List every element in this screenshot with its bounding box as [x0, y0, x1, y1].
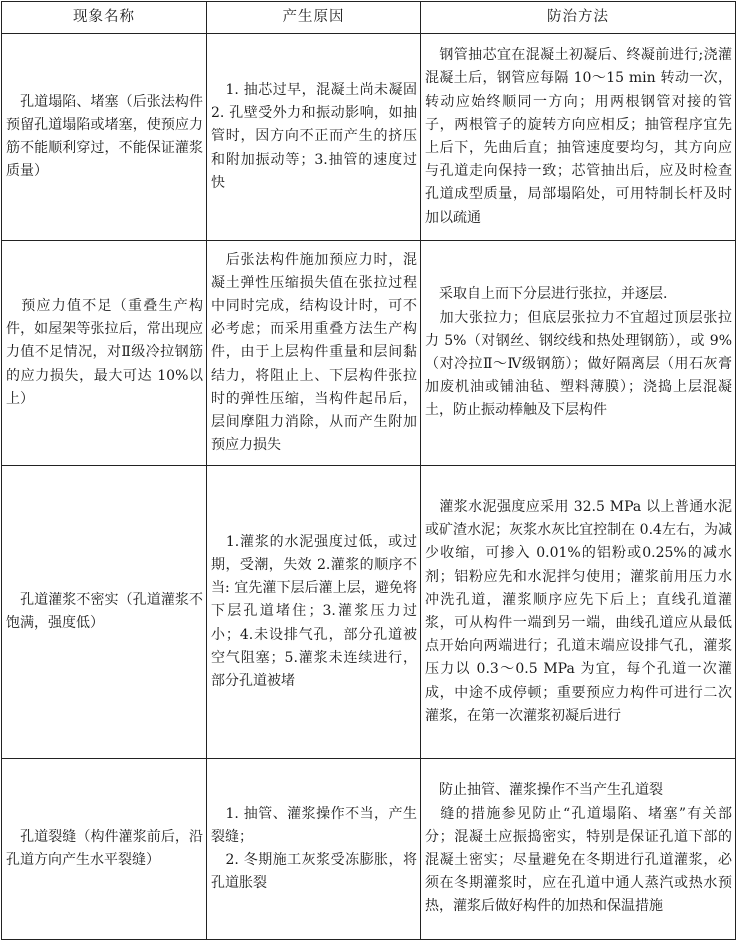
- table-row: [2, 759, 736, 940]
- table-body: [2, 34, 736, 940]
- cause-cell: 1.灌浆的水泥强度过低，或过期，受潮，失效 2.灌浆的顺序不当: 宜先灌下层后灌上层，避免将下层孔道堵住；3.灌浆压力过小；4.未设排气孔，部分孔道被空气阻塞；5.灌浆未连续进行，部分孔道被堵: [207, 466, 421, 759]
- document-page: [0, 1, 736, 930]
- method-cell: 采取自上而下分层进行张拉，并逐层. 加大张拉力；但底层张拉力不宜超过顶层张拉力 5%（对钢丝、钢绞线和热处理钢筋），或 9%（对冷拉Ⅱ～Ⅳ级钢筋）；做好隔离层（用石灰膏加废机油或铺油毡、塑料薄膜）；浇捣上层混凝土，防止振动棒触及下层构件: [421, 241, 736, 466]
- table-row: [2, 34, 736, 241]
- defect-table: [1, 1, 736, 940]
- method-cell: 防止抽管、灌浆操作不当产生孔道裂 缝的措施参见防止“孔道塌陷、堵塞”有关部分；混凝土应振捣密实，特别是保证孔道下部的混凝土密实；尽量避免在冬期进行孔道灌浆，必须在冬期灌浆时，应在孔道中通人蒸汽或热水预热，灌浆后做好构件的加热和保温措施: [421, 759, 736, 940]
- header-name: 现象名称: [2, 2, 207, 34]
- table-row: [2, 241, 736, 466]
- table-row: [2, 466, 736, 759]
- header-method: 防治方法: [421, 2, 736, 34]
- header-cause: 产生原因: [207, 2, 421, 34]
- phenomenon-cell: 孔道裂缝（构件灌浆前后，沿孔道方向产生水平裂缝）: [2, 759, 207, 940]
- table-header: [2, 2, 736, 34]
- cause-cell: 1. 抽管、灌浆操作不当，产生裂缝； 2. 冬期施工灰浆受冻膨胀，将孔道胀裂: [207, 759, 421, 940]
- phenomenon-cell: 孔道塌陷、堵塞（后张法构件预留孔道塌陷或堵塞，使预应力筋不能顺利穿过，不能保证灌浆质量）: [2, 34, 207, 241]
- header-row: [2, 2, 736, 34]
- cause-cell: 1. 抽芯过早，混凝土尚未凝固 2. 孔壁受外力和振动影响，如抽管时，因方向不正而产生的挤压和附加振动等；3.抽管的速度过快: [207, 34, 421, 241]
- phenomenon-cell: 预应力值不足（重叠生产构件，如屋架等张拉后，常出现应力值不足情况，对Ⅱ级冷拉钢筋的应力损失，最大可达 10%以上）: [2, 241, 207, 466]
- method-cell: 钢管抽芯宜在混凝土初凝后、终凝前进行;浇灌混凝土后，钢管应每隔 10～15 min 转动一次，转动应始终顺同一方向；用两根钢管对接的管子，两根管子的旋转方向应相反；抽管程序宜先上后下，先曲后直；抽管速度要均匀，其方向应与孔道走向保持一致；芯管抽出后，应及时检查孔道成型质量，局部塌陷处，可用特制长杆及时加以疏通: [421, 34, 736, 241]
- phenomenon-cell: 孔道灌浆不密实（孔道灌浆不饱满，强度低）: [2, 466, 207, 759]
- method-cell: 灌浆水泥强度应采用 32.5 MPa 以上普通水泥或矿渣水泥；灰浆水灰比宜控制在 0.4左右，为减少收缩，可掺入 0.01%的铝粉或0.25%的减水剂；铝粉应先和水泥拌匀使用；灌浆前用压力水冲洗孔道，灌浆顺序应先下后上；直线孔道灌浆，可从构件一端到另一端，曲线孔道应从最低点开始向两端进行；孔道末端应设排气孔，灌浆压力以 0.3～0.5 MPa 为宜，每个孔道一次灌成，中途不成停顿；重要预应力构件可进行二次灌浆，在第一次灌浆初凝后进行: [421, 466, 736, 759]
- cause-cell: 后张法构件施加预应力时，混凝土弹性压缩损失值在张拉过程中同时完成，结构设计时，可不必考虑；而采用重叠方法生产构件，由于上层构件重量和层间黏结力，将阻止上、下层构件张拉时的弹性压缩，当构件起吊后，层间摩阻力消除，从而产生附加预应力损失: [207, 241, 421, 466]
